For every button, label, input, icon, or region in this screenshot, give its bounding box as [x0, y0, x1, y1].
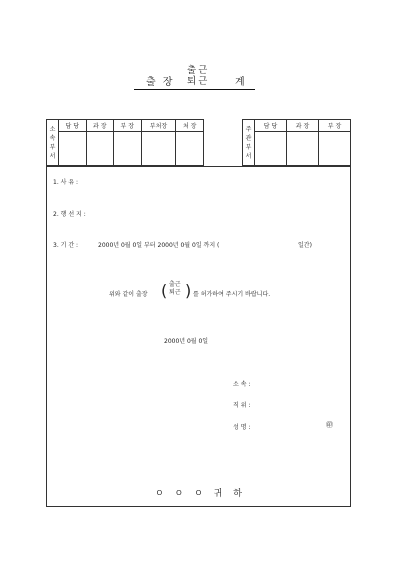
title-stack: [187, 65, 209, 87]
period-days: 일간): [298, 242, 312, 249]
position-label: 직 위 :: [233, 402, 251, 409]
header-cell: 담 당: [255, 120, 287, 132]
destination-label: 2. 행 선 지 :: [53, 211, 86, 218]
request-suffix: 를 허가하여 주시기 바랍니다.: [193, 291, 271, 298]
request-prefix: 위와 같이 출장: [109, 291, 148, 298]
signature-cell[interactable]: [319, 132, 351, 166]
title-right: 계: [235, 77, 247, 88]
signature-cell[interactable]: [141, 132, 176, 166]
open-paren: (: [161, 281, 168, 300]
header-cell: 부 장: [319, 120, 351, 132]
approval-table-left: [46, 119, 204, 166]
title-left: 출 장: [146, 77, 175, 88]
period-label: 3. 기 간 :: [53, 242, 79, 249]
header-cell: 과 장: [86, 120, 114, 132]
title-stack-bottom: 퇴근: [187, 76, 210, 87]
header-cell: 부처장: [141, 120, 176, 132]
signature-cell[interactable]: [287, 132, 319, 166]
affiliation-label: 소 속 :: [233, 381, 251, 388]
signature-cell[interactable]: [86, 132, 114, 166]
signature-cell[interactable]: [176, 132, 204, 166]
title-underline: [134, 89, 255, 90]
side-label-left: 소 속 부 서: [47, 120, 59, 166]
period-value: 2000년 0월 0일 부터 2000년 0월 0일 까지 (: [98, 242, 220, 249]
close-paren: ): [185, 281, 192, 300]
approval-table-right: [242, 119, 351, 166]
header-cell: 과 장: [287, 120, 319, 132]
header-cell: 담 당: [59, 120, 87, 132]
reason-label: 1. 사 유 :: [53, 179, 79, 186]
addressee: ㅇ ㅇ ㅇ 귀 하: [155, 489, 246, 499]
header-cell: 부 장: [114, 120, 142, 132]
side-label-right: 주 관 부 서: [243, 120, 255, 166]
name-label: 성 명 :: [233, 424, 251, 431]
title-stack-top: 출근: [187, 65, 210, 76]
header-cell: 처 장: [176, 120, 204, 132]
signature-cell[interactable]: [114, 132, 142, 166]
seal-icon: ㊞: [326, 421, 333, 429]
signature-cell[interactable]: [255, 132, 287, 166]
signature-cell[interactable]: [59, 132, 87, 166]
date-line: 2000년 0월 0일: [164, 338, 209, 345]
request-stack: 출근 퇴근: [169, 281, 181, 296]
form-box: [46, 166, 351, 507]
